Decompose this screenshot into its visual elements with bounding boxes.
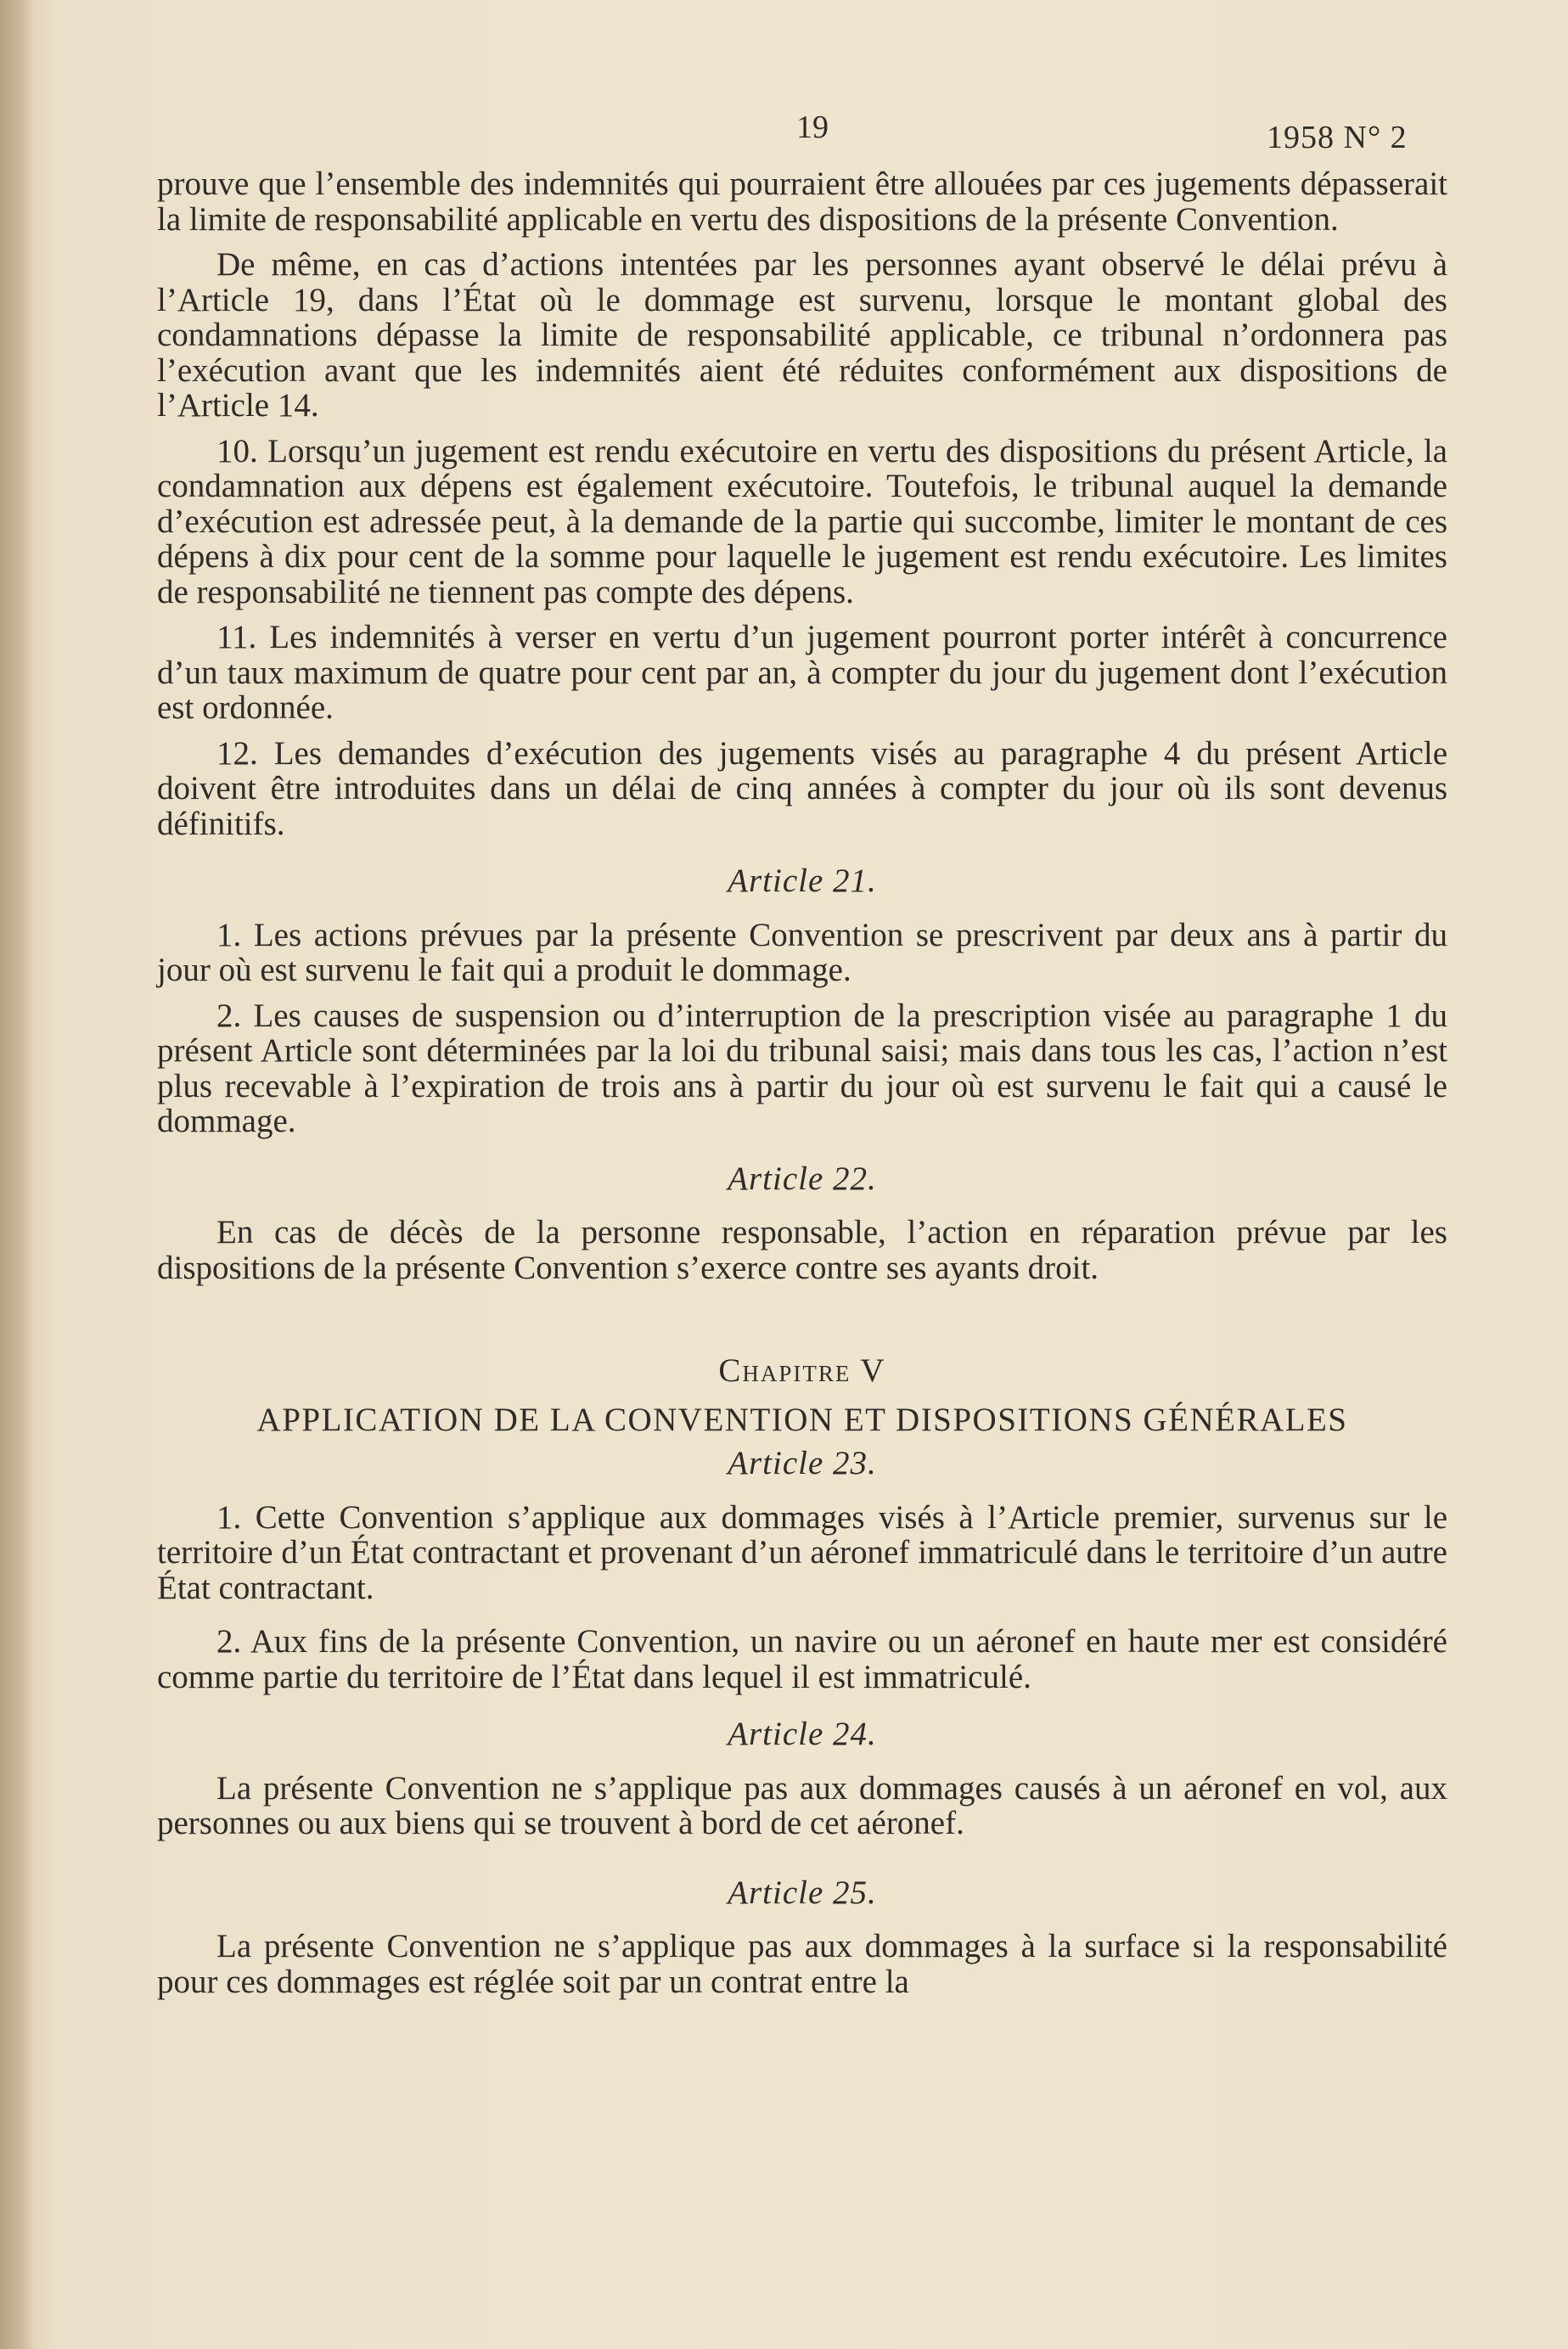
chapter-title: APPLICATION DE LA CONVENTION ET DISPOSITIONS GÉNÉRALES	[256, 1401, 1348, 1438]
article-23-paragraph-2: 2. Aux fins de la présente Convention, un navire ou un aéronef en haute mer est considéré comme partie du territoire de l’État dans lequel il est immatriculé.	[157, 1623, 1447, 1695]
page-header	[0, 109, 1568, 160]
article-21-paragraph-2: 2. Les causes de suspension ou d’interruption de la prescription visée au paragraphe 1 du présent Article sont déterminées par la loi du tribunal saisi; mais dans tous les cas, l’action n’est plus recevable à l’expiration de trois ans à partir du jour où est survenu le fait qui a causé le dommage.	[157, 997, 1447, 1139]
article-23-paragraph-1: 1. Cette Convention s’applique aux dommages visés à l’Article premier, survenus sur le territoire d’un État contractant et provenant d’un aéronef immatriculé dans le territoire d’un autre État contractant.	[157, 1498, 1447, 1606]
article-24-paragraph: La présente Convention ne s’applique pas aux dommages causés à un aéronef en vol, aux personnes ou aux biens qui se trouvent à bord de cet aéronef.	[157, 1769, 1447, 1841]
binding-shadow	[0, 0, 34, 2349]
article-22-heading: Article 22.	[728, 1160, 877, 1197]
article-21-heading: Article 21.	[728, 863, 877, 899]
chapter-label: Chapitre V	[718, 1352, 886, 1389]
article-24-heading: Article 24.	[728, 1716, 877, 1752]
article-23-heading: Article 23.	[728, 1445, 877, 1481]
paragraph-12: 12. Les demandes d’exécution des jugements visés au paragraphe 4 du présent Article doivent être introduites dans un délai de cinq années à compter du jour où ils sont devenus définitifs.	[157, 734, 1447, 842]
paragraph-11: 11. Les indemnités à verser en vertu d’un jugement pourront porter intérêt à concurrence d’un taux maximum de quatre pour cent par an, à compter du jour du jugement dont l’exécution est ordonnée.	[157, 619, 1447, 726]
page-number: 19	[796, 110, 829, 145]
document-body	[157, 166, 1447, 2009]
article-21-paragraph-1: 1. Les actions prévues par la présente Convention se prescrivent par deux ans à partir du jour où est survenu le fait qui a produit le dommage.	[157, 916, 1447, 988]
paragraph-de-meme: De même, en cas d’actions intentées par les personnes ayant observé le délai prévu à l’Article 19, dans l’État où le dommage est survenu, lorsque le montant global des condamnations dépasse la limite de responsabilité applicable, ce tribunal n’ordonnera pas l’exécution avant que les indemnités aient été réduites conformément aux dispositions de l’Article 14.	[157, 246, 1447, 424]
article-25-heading: Article 25.	[728, 1874, 877, 1911]
paragraph-continuation: prouve que l’ensemble des indemnités qui pourraient être allouées par ces jugements dépasserait la limite de responsabilité applicable en vertu des dispositions de la présente Convention.	[157, 166, 1447, 238]
article-22-paragraph: En cas de décès de la personne responsable, l’action en réparation prévue par les dispositions de la présente Convention s’exerce contre ses ayants droit.	[157, 1214, 1447, 1286]
document-id: 1958 N° 2	[1267, 120, 1408, 155]
article-25-paragraph: La présente Convention ne s’applique pas aux dommages à la surface si la responsabilité pour ces dommages est réglée soit par un contrat entre la	[157, 1928, 1447, 2000]
paragraph-10: 10. Lorsqu’un jugement est rendu exécutoire en vertu des dispositions du présent Article, la condamnation aux dépens est également exécutoire. Toutefois, le tribunal auquel la demande d’exécution est adressée peut, à la demande de la partie qui succombe, limiter le montant de ces dépens à dix pour cent de la somme pour laquelle le jugement est rendu exécutoire. Les limites de responsabilité ne tiennent pas compte des dépens.	[157, 432, 1447, 610]
